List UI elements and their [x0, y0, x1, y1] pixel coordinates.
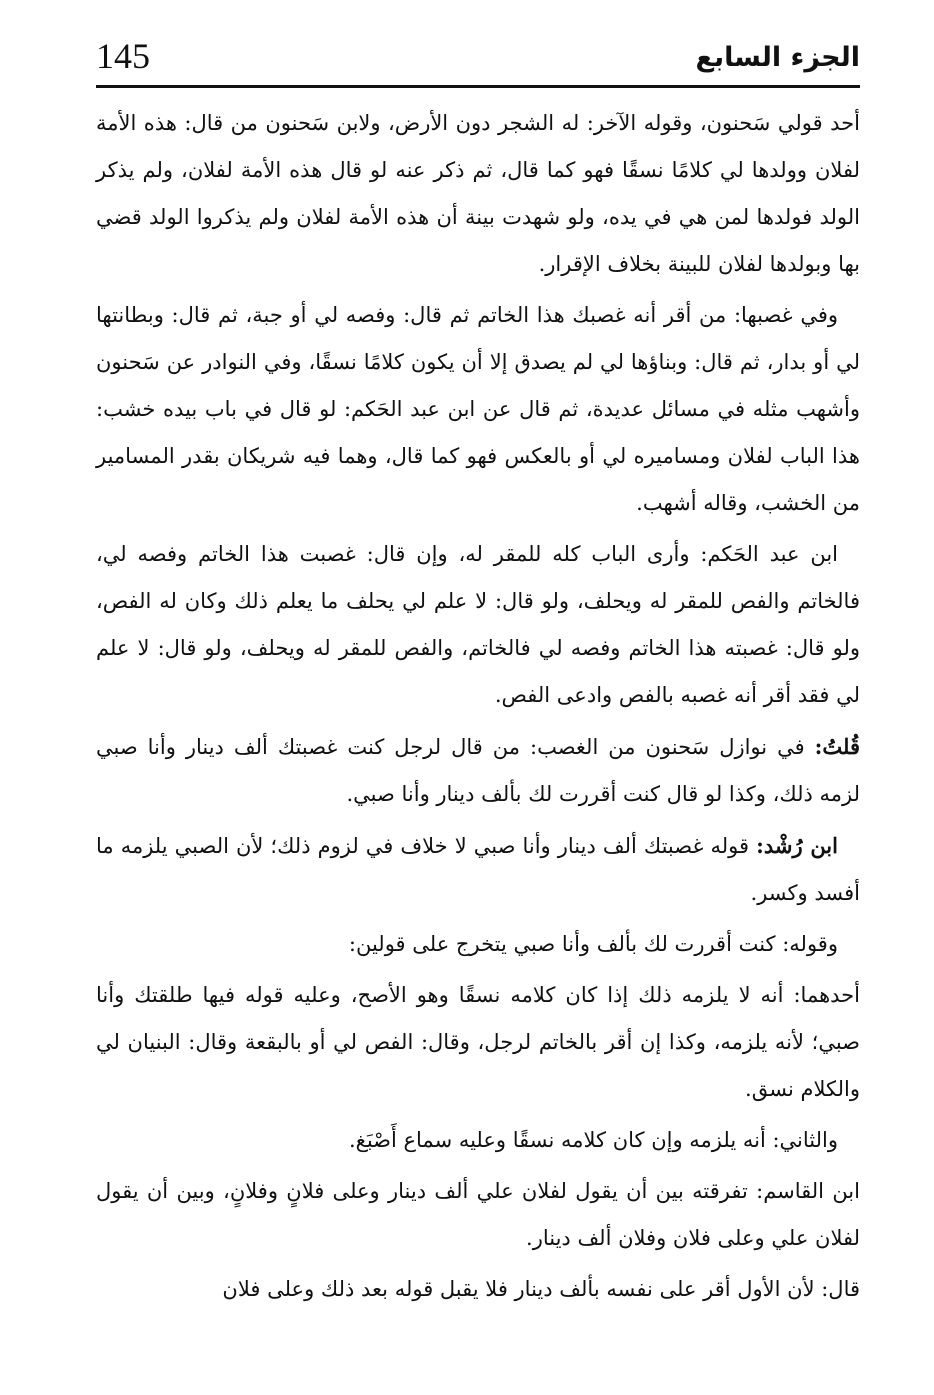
paragraph-2: [96, 292, 860, 527]
paragraph-5: [96, 822, 860, 917]
paragraph-4: [96, 723, 860, 818]
paragraph-6: [96, 921, 860, 968]
page-number: 145: [96, 36, 150, 76]
paragraph-9: [96, 1168, 860, 1262]
running-title: الجزء السابع: [695, 42, 860, 73]
paragraph-text: أحدهما: أنه لا يلزمه ذلك إذا كان كلامه نسقًا وهو الأصح، وعليه قوله فيها طلقتك وأنا صبي؛ لأنه يلزمه، وكذا إن أقر بالخاتم لرجل، وقال: الفص لي أو بالبقعة وقال: البنيان لي والكلام نسق.: [96, 983, 860, 1101]
paragraph-text: وفي غصبها: من أقر أنه غصبك هذا الخاتم ثم قال: وفصه لي أو جبة، ثم قال: وبطانتها لي أو بدار، ثم قال: وبناؤها لي لم يصدق إلا أن يكون كلامًا نسقًا، وفي النوادر عن سَحنون وأشهب مثله في مسائل عديدة، ثم قال عن ابن عبد الحَكم: لو قال في باب بيده خشب: هذا الباب لفلان ومساميره لي أو بالعكس فهو كما قال، وهما فيه شريكان بقدر المسامير من الخشب، وقاله أشهب.: [96, 303, 860, 515]
header-rule: [96, 85, 860, 88]
paragraph-lead: ابن رُشْد:: [756, 833, 838, 858]
body-text: [96, 100, 860, 1317]
paragraph-text: ابن القاسم: تفرقته بين أن يقول لفلان علي ألف دينار وعلى فلانٍ وفلانٍ، وبين أن يقول لفلان علي وعلى فلان وفلان ألف دينار.: [96, 1179, 860, 1250]
paragraph-lead: قُلتُ:: [814, 734, 860, 759]
paragraph-text: ابن عبد الحَكم: وأرى الباب كله للمقر له، وإن قال: غصبت هذا الخاتم وفصه لي، فالخاتم والفص للمقر له ويحلف، ولو قال: لا علم لي يحلف ما يعلم ذلك وكان له الفص، ولو قال: غصبته هذا الخاتم وفصه لي فالخاتم، والفص للمقر له ويحلف، ولو قال: لا علم لي فقد أقر أنه غصبه بالفص وادعى الفص.: [96, 542, 860, 707]
paragraph-text: في نوازل سَحنون من الغصب: من قال لرجل كنت غصبتك ألف دينار وأنا صبي لزمه ذلك، وكذا لو قال كنت أقررت لك بألف دينار وأنا صبي.: [96, 735, 860, 806]
paragraph-3: [96, 531, 860, 719]
paragraph-1: [96, 100, 860, 288]
paragraph-8: [96, 1117, 860, 1164]
paragraph-text: قوله غصبتك ألف دينار وأنا صبي لا خلاف في لزوم ذلك؛ لأن الصبي يلزمه ما أفسد وكسر.: [96, 834, 860, 905]
paragraph-text: وقوله: كنت أقررت لك بألف وأنا صبي يتخرج على قولين:: [348, 932, 838, 956]
paragraph-10: [96, 1266, 860, 1313]
paragraph-text: والثاني: أنه يلزمه وإن كان كلامه نسقًا وعليه سماع أَصْبَغ.: [348, 1128, 838, 1152]
paragraph-7: [96, 972, 860, 1113]
paragraph-text: قال: لأن الأول أقر على نفسه بألف دينار فلا يقبل قوله بعد ذلك وعلى فلان: [222, 1277, 860, 1301]
page-header: [96, 30, 860, 88]
paragraph-text: أحد قولي سَحنون، وقوله الآخر: له الشجر دون الأرض، ولابن سَحنون من قال: هذه الأمة لفلان وولدها لي كلامًا نسقًا فهو كما قال، ثم ذكر عنه لو قال هذه الأمة لفلان، ولم يذكر الولد فولدها لمن هي في يده، ولو شهدت بينة أن هذه الأمة لفلان ولم يذكروا الولد قضي بها وبولدها لفلان للبينة بخلاف الإقرار.: [96, 111, 860, 276]
